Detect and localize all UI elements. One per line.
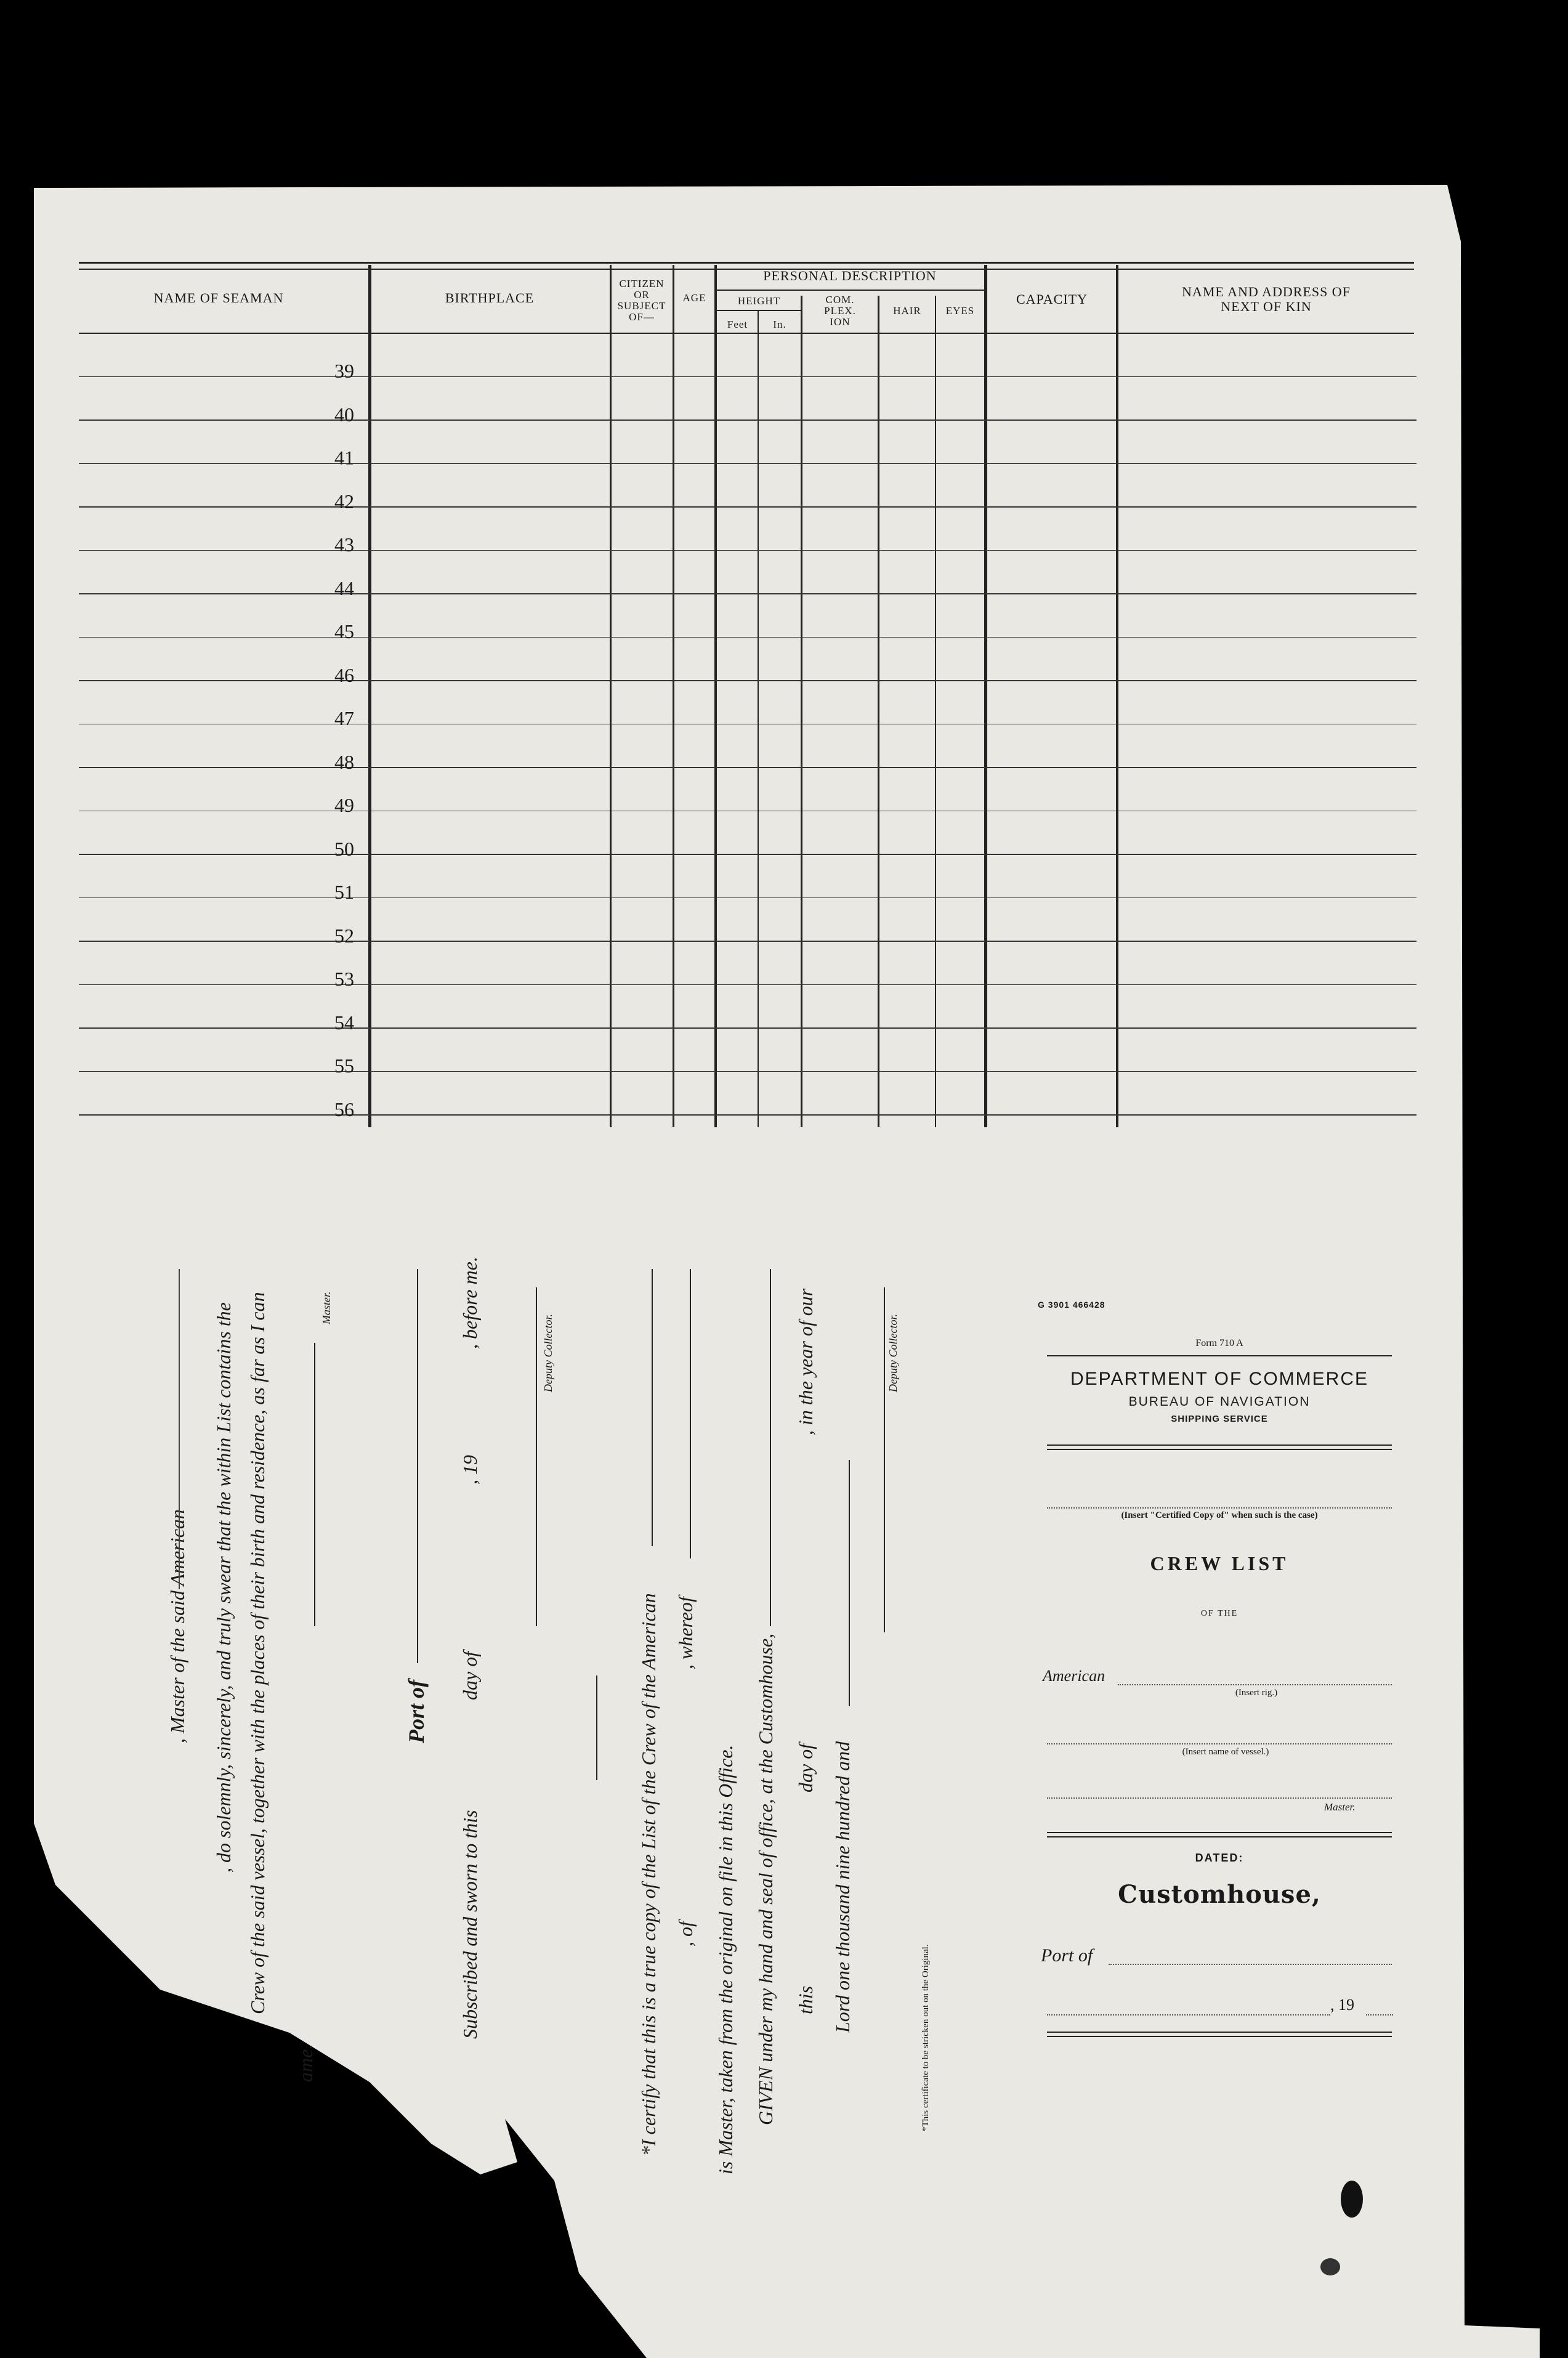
header-capacity: CAPACITY	[1016, 291, 1088, 307]
dated-label: DATED:	[1195, 1852, 1244, 1864]
oath-line-2: , do solemnly, sincerely, and truly swear that the within List contains the	[212, 1302, 235, 1873]
department-title: DEPARTMENT OF COMMERCE	[1070, 1369, 1369, 1389]
oath-before-me: , before me.	[459, 1257, 481, 1349]
header-feet: Feet	[727, 318, 748, 330]
row-rule	[79, 593, 1416, 594]
oath-day-of: day of	[459, 1651, 481, 1700]
oath-deputy-collector: Deputy Collector.	[542, 1314, 554, 1392]
row-rule	[79, 767, 1416, 768]
row-number: 52	[334, 924, 354, 947]
row-number: 47	[334, 707, 354, 729]
row-number: 43	[334, 533, 354, 556]
of-the-label: OF THE	[1200, 1609, 1239, 1618]
row-number: 51	[334, 881, 354, 903]
oath-line-1: , Master of the said American	[166, 1509, 188, 1743]
bureau-title: BUREAU OF NAVIGATION	[1128, 1395, 1311, 1409]
row-number: 41	[334, 447, 354, 469]
row-rule	[79, 506, 1416, 508]
row-rule	[79, 1114, 1416, 1116]
ink-blot	[1341, 2181, 1363, 2218]
row-rule	[79, 419, 1416, 421]
row-number: 45	[334, 620, 354, 642]
certificate-deputy-collector: Deputy Collector.	[887, 1314, 899, 1392]
row-rule	[79, 376, 1416, 378]
oath-line-3: Crew of the said vessel, together with the places of their birth and residence, as far as I can	[246, 1292, 269, 2014]
row-rule	[79, 1027, 1416, 1029]
row-rule	[79, 811, 1416, 812]
certificate-lord: Lord one thousand nine hundred and	[831, 1741, 854, 2033]
insert-name-note: (Insert name of vessel.)	[1182, 1747, 1269, 1757]
year-label: , 19	[1330, 1996, 1354, 2014]
oath-port-of: Port of	[404, 1680, 429, 1743]
header-citizen: CITIZEN OR SUBJECT OF—	[617, 278, 666, 323]
row-rule	[79, 680, 1416, 681]
header-name-of-seaman: NAME OF SEAMAN	[153, 290, 284, 306]
certificate-footnote: *This certificate to be stricken out on the Original.	[921, 1944, 931, 2131]
row-rule	[79, 1071, 1416, 1072]
header-birthplace: BIRTHPLACE	[445, 290, 535, 306]
header-complexion: COM. PLEX. ION	[824, 294, 856, 328]
oath-master-label: Master.	[320, 1291, 333, 1324]
row-number: 49	[334, 794, 354, 816]
row-rule	[79, 984, 1416, 986]
row-number: 50	[334, 837, 354, 860]
certificate-of: , of	[674, 1921, 697, 1947]
row-rule	[79, 897, 1416, 899]
insert-certified-note: (Insert "Certified Copy of" when such is the case)	[1121, 1510, 1318, 1520]
certificate-this: this	[794, 1985, 817, 2014]
certificate-line-3: is Master, taken from the original on file in this Office.	[714, 1744, 737, 2174]
certificate-whereof: , whereof	[674, 1597, 697, 1669]
row-rule	[79, 724, 1416, 725]
oath-nineteen: , 19	[459, 1455, 481, 1485]
col-line	[368, 265, 371, 1127]
customhouse-title: Customhouse,	[1118, 1880, 1321, 1909]
header-inches: In.	[773, 318, 786, 330]
certificate-year: , in the year of our	[794, 1288, 817, 1435]
divider-rule	[596, 1675, 597, 1780]
row-number: 56	[334, 1098, 354, 1120]
oath-line-4: ame.	[294, 2044, 317, 2082]
insert-rig-note: (Insert rig.)	[1235, 1688, 1278, 1698]
header-hair: HAIR	[893, 305, 921, 317]
service-title: SHIPPING SERVICE	[1171, 1414, 1268, 1424]
certificate-line-1: *I certify that this is a true copy of the List of the Crew of the American	[637, 1593, 660, 2156]
oath-subscribed: Subscribed and sworn to this	[459, 1810, 481, 2039]
header-next-of-kin: NAME AND ADDRESS OF NEXT OF KIN	[1182, 284, 1351, 314]
port-of-label: Port of	[1041, 1945, 1093, 1966]
row-number: 48	[334, 750, 354, 773]
row-rule	[79, 463, 1416, 464]
form-number: Form 710 A	[1195, 1338, 1243, 1348]
row-rule	[79, 854, 1416, 855]
american-label: American	[1043, 1667, 1105, 1685]
row-rule	[79, 941, 1416, 942]
row-number: 54	[334, 1011, 354, 1034]
row-rule	[79, 637, 1416, 638]
row-number: 39	[334, 360, 354, 382]
certificate-day-of: day of	[794, 1743, 817, 1793]
master-label: Master.	[1324, 1801, 1356, 1813]
row-number: 46	[334, 663, 354, 686]
header-height: HEIGHT	[737, 295, 781, 307]
row-number: 55	[334, 1055, 354, 1077]
row-rule	[79, 550, 1416, 551]
header-personal-description: PERSONAL DESCRIPTION	[763, 268, 937, 283]
row-number: 40	[334, 403, 354, 426]
certificate-line-4: GIVEN under my hand and seal of office, at the Customhouse,	[754, 1633, 777, 2125]
row-number: 53	[334, 968, 354, 990]
print-code: G 3901 466428	[1038, 1300, 1105, 1310]
header-eyes: EYES	[945, 305, 975, 317]
crew-list-title: CREW LIST	[1150, 1552, 1289, 1574]
row-number: 44	[334, 577, 354, 599]
row-number: 42	[334, 490, 354, 513]
header-age: AGE	[682, 292, 706, 304]
